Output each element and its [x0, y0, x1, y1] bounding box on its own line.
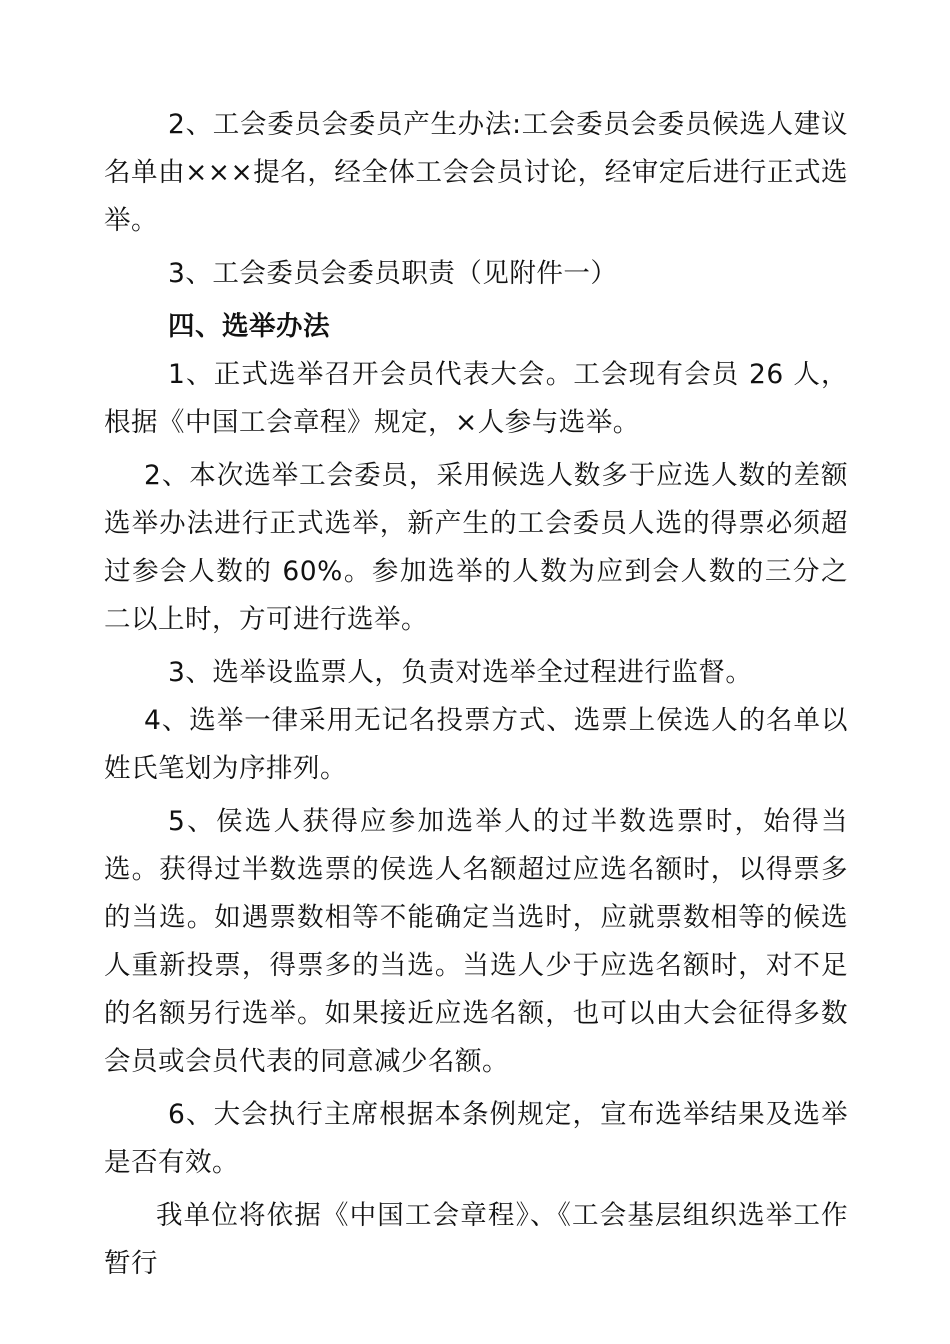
paragraph-rule-6: 6、大会执行主席根据本条例规定，宣布选举结果及选举是否有效。 — [104, 1099, 848, 1178]
section-heading-election-method: 四、选举办法 — [168, 311, 330, 342]
paragraph-committee-method: 2、工会委员会委员产生办法:工会委员会委员候选人建议名单由×××提名，经全体工会会员讨论，经审定后进行正式选举。 — [104, 109, 848, 236]
paragraph-rule-5: 5、侯选人获得应参加选举人的过半数选票时，始得当选。获得过半数选票的侯选人名额超过应选名额时，以得票多的当选。如遇票数相等不能确定当选时，应就票数相等的候选人重新投票，得票多的当选。当选人少于应选名额时，对不足的名额另行选举。如果接近应选名额，也可以由大会征得多数会员或会员代表的同意减少名额。 — [104, 806, 848, 1077]
paragraph-closing: 我单位将依据《中国工会章程》、《工会基层组织选举工作暂行 — [104, 1200, 848, 1279]
document-body — [104, 101, 848, 1288]
paragraph-committee-duties: 3、工会委员会委员职责（见附件一） — [168, 258, 618, 289]
paragraph-rule-3: 3、选举设监票人，负责对选举全过程进行监督。 — [168, 657, 753, 688]
paragraph-rule-4: 4、选举一律采用无记名投票方式、选票上侯选人的名单以姓氏笔划为序排列。 — [104, 705, 848, 784]
paragraph-rule-1: 1、正式选举召开会员代表大会。工会现有会员 26 人，根据《中国工会章程》规定，×人参与选举。 — [104, 359, 848, 438]
paragraph-rule-2: 2、本次选举工会委员，采用候选人数多于应选人数的差额选举办法进行正式选举，新产生的工会委员人选的得票必须超过参会人数的 60%。参加选举的人数为应到会人数的三分之二以上时，方可进行选举。 — [104, 460, 848, 635]
